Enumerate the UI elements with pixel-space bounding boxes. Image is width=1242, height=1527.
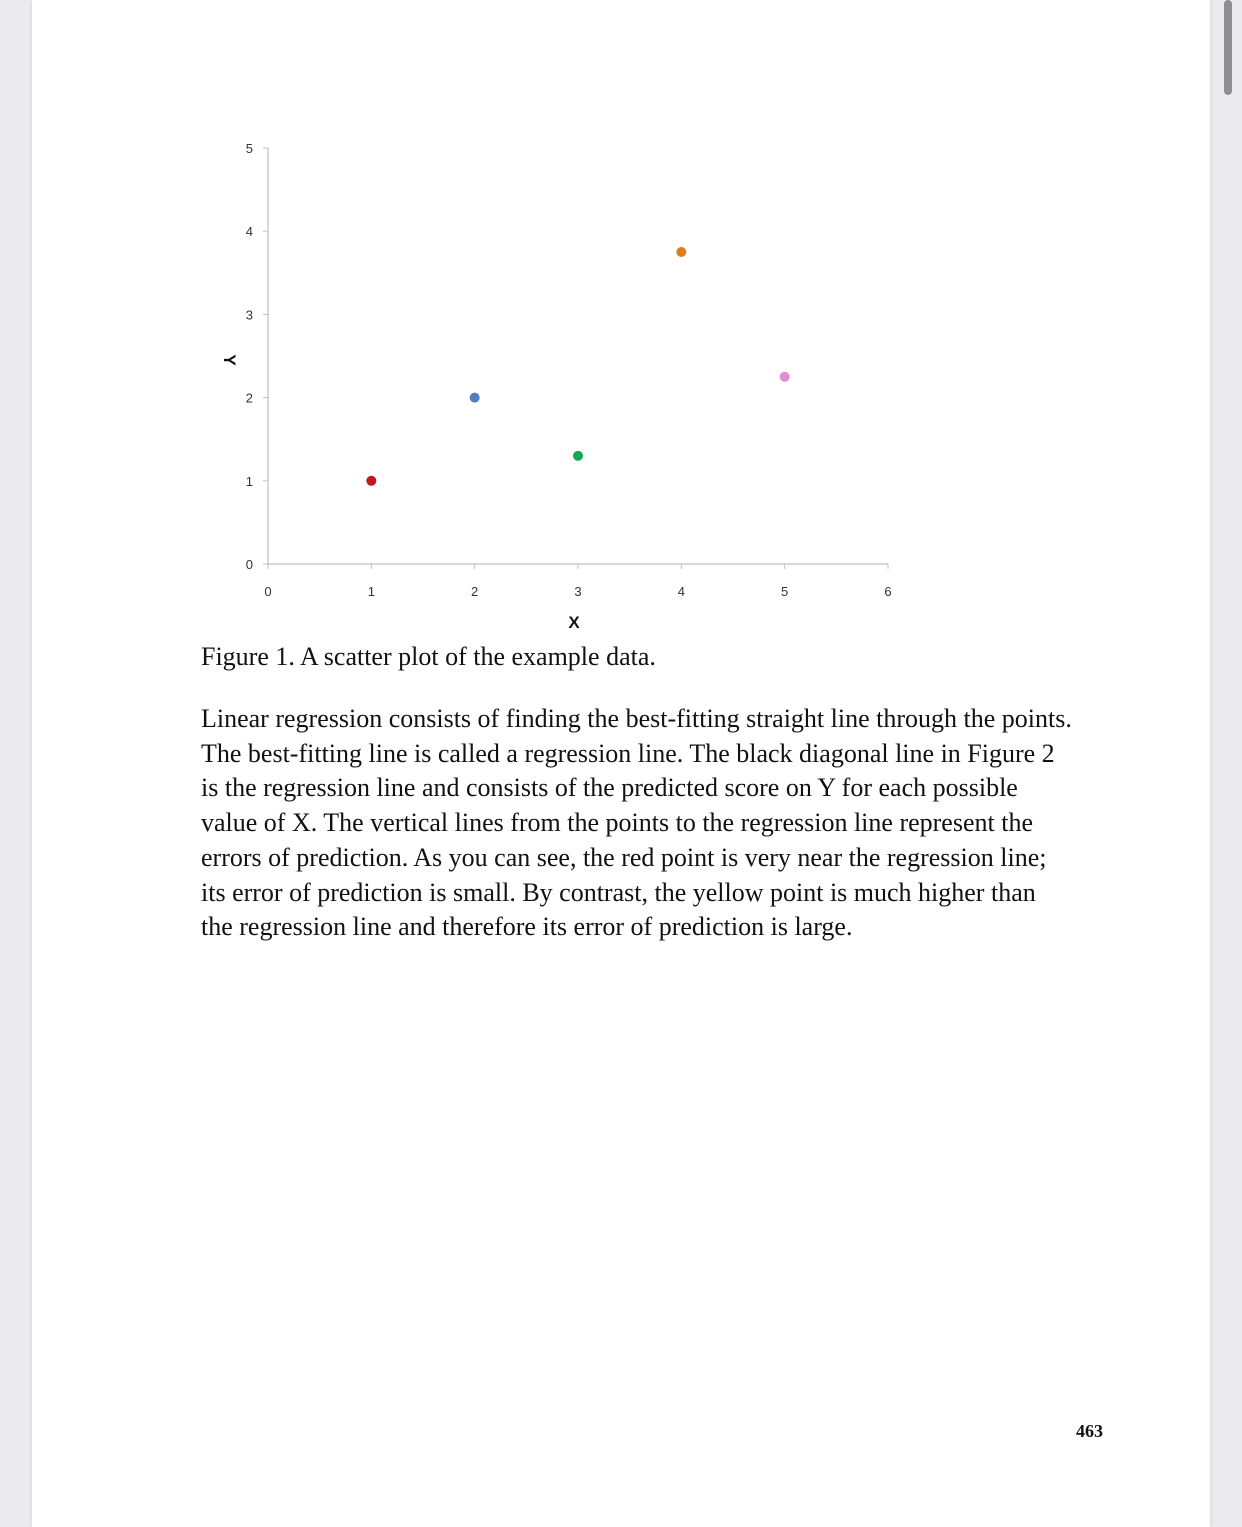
paragraph-line: value of X. The vertical lines from the points to the regression line represent the <box>201 808 1033 838</box>
x-tick-label: 6 <box>884 584 892 599</box>
scrollbar-thumb[interactable] <box>1224 0 1232 95</box>
scatter-chart <box>182 120 912 640</box>
y-tick-label: 1 <box>245 473 253 489</box>
x-tick-label: 2 <box>471 584 479 599</box>
y-tick-label: 3 <box>245 307 253 323</box>
y-tick-label: 4 <box>245 224 253 240</box>
body-paragraph <box>201 702 1121 945</box>
paragraph-line: its error of prediction is small. By contrast, the yellow point is much higher than <box>201 877 1036 907</box>
x-tick-label: 3 <box>574 584 582 599</box>
page-number: 463 <box>1076 1421 1103 1441</box>
y-axis-title: Y <box>220 354 239 366</box>
figure-caption: Figure 1. A scatter plot of the example data. <box>201 642 656 671</box>
data-point-1 <box>366 476 376 486</box>
x-tick-label: 5 <box>781 584 789 599</box>
y-tick-label: 0 <box>245 557 253 572</box>
x-tick-label: 0 <box>264 584 272 599</box>
data-point-3 <box>573 451 583 461</box>
data-point-5 <box>780 372 790 382</box>
paragraph-line: errors of prediction. As you can see, the red point is very near the regression line; <box>201 842 1047 872</box>
paragraph-line: Linear regression consists of finding the best-fitting straight line through the points. <box>201 704 1072 733</box>
data-point-4 <box>676 247 686 257</box>
paragraph-line: is the regression line and consists of the predicted score on Y for each possible <box>201 773 1018 803</box>
scrollbar-track[interactable] <box>1220 0 1242 1527</box>
paragraph-line: The best-fitting line is called a regression line. The black diagonal line in Figure 2 <box>201 738 1055 768</box>
y-tick-label: 2 <box>245 390 253 406</box>
paragraph-line: the regression line and therefore its error of prediction is large. <box>201 912 853 942</box>
x-axis-title: X <box>568 613 580 632</box>
y-tick-label: 5 <box>245 141 253 156</box>
x-tick-label: 4 <box>677 584 685 599</box>
x-tick-label: 1 <box>367 584 375 599</box>
document-page <box>32 0 1210 1527</box>
data-point-2 <box>470 393 480 403</box>
